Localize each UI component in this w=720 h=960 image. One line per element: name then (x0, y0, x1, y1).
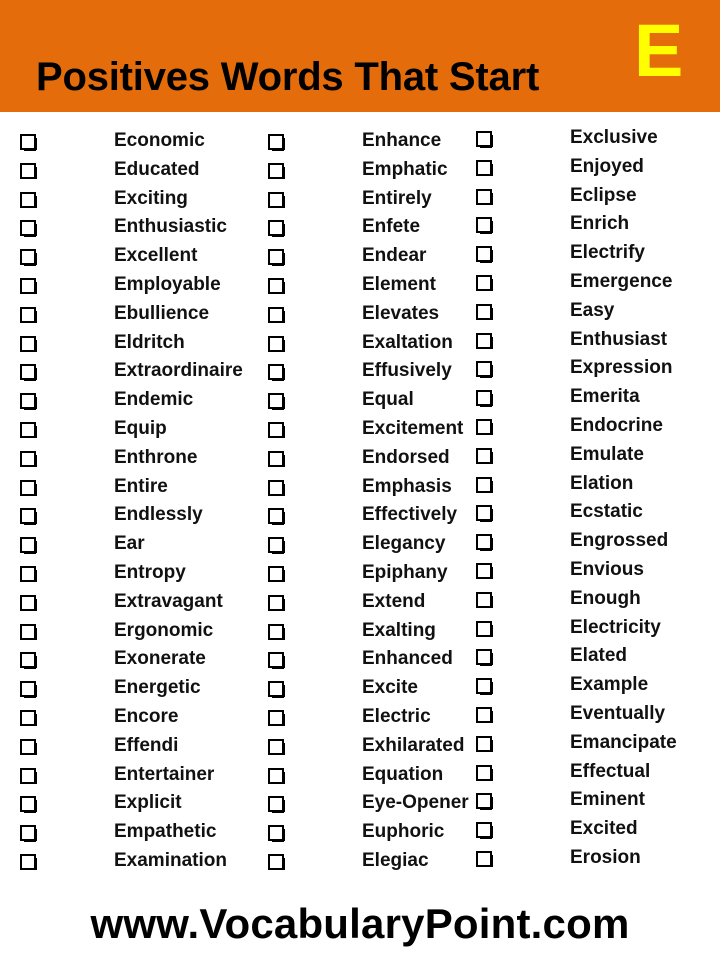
word-label: Expression (570, 357, 673, 379)
checkbox-icon[interactable] (476, 217, 492, 233)
word-label: Exhilarated (362, 734, 465, 756)
checkbox-icon[interactable] (20, 278, 36, 294)
checkbox-icon[interactable] (476, 304, 492, 320)
checkbox-icon[interactable] (476, 160, 492, 176)
word-label: Educated (114, 158, 200, 180)
checkbox-icon[interactable] (20, 796, 36, 812)
checkbox-icon[interactable] (268, 364, 284, 380)
checkbox-icon[interactable] (476, 649, 492, 665)
word-label: Elegiac (362, 849, 429, 871)
checkbox-icon[interactable] (20, 422, 36, 438)
word-label: Emerita (570, 386, 640, 408)
header-banner (0, 0, 720, 112)
word-label: Elegancy (362, 533, 446, 555)
checkbox-icon[interactable] (476, 131, 492, 147)
word-label: Epiphany (362, 561, 448, 583)
checkbox-icon[interactable] (476, 477, 492, 493)
word-label: Equation (362, 763, 444, 785)
checkbox-icon[interactable] (476, 189, 492, 205)
word-label: Encore (114, 705, 179, 727)
checkbox-icon[interactable] (20, 508, 36, 524)
word-label: Erosion (570, 846, 641, 868)
checkbox-icon[interactable] (20, 451, 36, 467)
word-label: Elated (570, 645, 628, 667)
website-footer: www.VocabularyPoint.com (90, 900, 630, 947)
checkbox-icon[interactable] (20, 537, 36, 553)
word-label: Enfete (362, 216, 421, 238)
checkbox-icon[interactable] (268, 451, 284, 467)
checkbox-icon[interactable] (20, 336, 36, 352)
checkbox-icon[interactable] (268, 710, 284, 726)
word-label: Exclusive (570, 127, 658, 148)
word-label: Enrich (570, 213, 630, 235)
checkbox-icon[interactable] (268, 768, 284, 784)
checkbox-icon[interactable] (268, 393, 284, 409)
word-label: Ecstatic (570, 501, 643, 523)
word-label: Eye-Opener (362, 792, 469, 814)
word-label: Engrossed (570, 530, 669, 552)
word-label: Entertainer (114, 763, 215, 785)
checkbox-icon[interactable] (20, 220, 36, 236)
word-label: Extraordinaire (114, 360, 243, 382)
word-label: Employable (114, 273, 221, 295)
checkbox-icon[interactable] (268, 220, 284, 236)
word-label: Empathetic (114, 821, 217, 843)
word-label: Eventually (570, 702, 666, 724)
checkbox-icon[interactable] (476, 361, 492, 377)
checkbox-icon[interactable] (268, 624, 284, 640)
checkbox-icon[interactable] (20, 134, 36, 150)
checkbox-icon[interactable] (20, 192, 36, 208)
word-label: Endorsed (362, 446, 450, 468)
word-label: Eminent (570, 789, 645, 811)
checkbox-icon[interactable] (268, 681, 284, 697)
word-label: Easy (570, 299, 615, 321)
word-label: Endear (362, 245, 427, 267)
checkbox-icon[interactable] (268, 336, 284, 352)
checkbox-icon[interactable] (476, 275, 492, 291)
word-label: Enthusiast (570, 328, 668, 350)
word-label: Exaltation (362, 331, 453, 353)
checkbox-icon[interactable] (476, 707, 492, 723)
checkbox-icon[interactable] (476, 736, 492, 752)
checkbox-icon[interactable] (476, 246, 492, 262)
word-label: Excellent (114, 245, 198, 267)
word-label: Element (362, 273, 436, 295)
word-label: Excite (362, 677, 418, 699)
word-label: Envious (570, 558, 644, 580)
checkbox-icon[interactable] (268, 134, 284, 150)
word-label: Energetic (114, 677, 201, 699)
checkbox-icon[interactable] (268, 508, 284, 524)
checkbox-icon[interactable] (20, 566, 36, 582)
word-label: Entropy (114, 561, 186, 583)
checkbox-icon[interactable] (476, 678, 492, 694)
word-label: Equip (114, 417, 167, 439)
word-label: Emulate (570, 443, 644, 465)
checkbox-icon[interactable] (476, 793, 492, 809)
word-label: Enhance (362, 130, 442, 151)
word-label: Elation (570, 472, 634, 494)
word-label: Effusively (362, 360, 452, 382)
checkbox-icon[interactable] (20, 681, 36, 697)
word-label: Extravagant (114, 590, 223, 612)
checkbox-icon[interactable] (20, 595, 36, 611)
word-label: Emphasis (362, 475, 452, 497)
word-label: Entirely (362, 187, 432, 209)
checkbox-icon[interactable] (20, 624, 36, 640)
checkbox-icon[interactable] (20, 364, 36, 380)
word-label: Elevates (362, 302, 440, 324)
checkbox-icon[interactable] (476, 333, 492, 349)
word-label: Economic (114, 130, 205, 151)
checkbox-icon[interactable] (476, 448, 492, 464)
word-label: Endocrine (570, 414, 663, 436)
checkbox-icon[interactable] (476, 822, 492, 838)
checkbox-icon[interactable] (20, 710, 36, 726)
word-label: Excited (570, 818, 638, 840)
word-label: Examination (114, 849, 227, 871)
word-label: Explicit (114, 792, 182, 814)
word-label: Equal (362, 389, 414, 411)
word-label: Eldritch (114, 331, 185, 353)
word-label: Electrify (570, 242, 645, 264)
word-label: Enjoyed (570, 155, 644, 177)
checkbox-icon[interactable] (268, 192, 284, 208)
word-label: Electricity (570, 616, 661, 638)
word-label: Effectively (362, 504, 458, 526)
checkbox-icon[interactable] (476, 621, 492, 637)
word-label: Entire (114, 475, 168, 497)
word-label: Electric (362, 705, 431, 727)
checkbox-icon[interactable] (476, 851, 492, 867)
checkbox-icon[interactable] (20, 825, 36, 841)
word-label: Endlessly (114, 504, 203, 526)
checkbox-icon[interactable] (476, 592, 492, 608)
checkbox-icon[interactable] (268, 854, 284, 870)
checkbox-icon[interactable] (20, 739, 36, 755)
word-label: Extend (362, 590, 426, 612)
checkbox-icon[interactable] (20, 393, 36, 409)
word-label: Endemic (114, 389, 194, 411)
checkbox-icon[interactable] (268, 796, 284, 812)
checkbox-icon[interactable] (20, 249, 36, 265)
checkbox-icon[interactable] (476, 563, 492, 579)
checkbox-icon[interactable] (476, 534, 492, 550)
checkbox-icon[interactable] (268, 163, 284, 179)
word-label: Example (570, 674, 649, 696)
page-title: Positives Words That Start (36, 55, 540, 99)
checkbox-icon[interactable] (476, 505, 492, 521)
word-label: Euphoric (362, 821, 445, 843)
checkbox-icon[interactable] (476, 390, 492, 406)
word-label: Enthusiastic (114, 216, 227, 238)
checkbox-icon[interactable] (268, 307, 284, 323)
word-label: Emancipate (570, 731, 677, 753)
word-label: Ebullience (114, 302, 210, 324)
checkbox-icon[interactable] (20, 480, 36, 496)
word-label: Emphatic (362, 158, 448, 180)
checkbox-icon[interactable] (268, 422, 284, 438)
checkbox-icon[interactable] (268, 278, 284, 294)
word-label: Ear (114, 533, 145, 555)
checkbox-icon[interactable] (268, 825, 284, 841)
checkbox-icon[interactable] (268, 652, 284, 668)
checkbox-icon[interactable] (268, 595, 284, 611)
checkbox-icon[interactable] (268, 537, 284, 553)
word-label: Enough (570, 587, 641, 609)
word-label: Effectual (570, 760, 651, 782)
word-label: Emergence (570, 270, 673, 292)
word-label: Effendi (114, 734, 179, 756)
word-label: Enthrone (114, 446, 198, 468)
word-label: Exalting (362, 619, 436, 641)
word-label: Exonerate (114, 648, 206, 670)
checkbox-icon[interactable] (268, 739, 284, 755)
word-label: Enhanced (362, 648, 453, 670)
checkbox-icon[interactable] (20, 307, 36, 323)
word-label: Excitement (362, 417, 464, 439)
checkbox-icon[interactable] (476, 765, 492, 781)
checkbox-icon[interactable] (268, 566, 284, 582)
word-label: Eclipse (570, 184, 637, 206)
checkbox-icon[interactable] (268, 480, 284, 496)
highlight-letter: E (634, 9, 684, 92)
word-label: Ergonomic (114, 619, 214, 641)
checkbox-icon[interactable] (20, 768, 36, 784)
checkbox-icon[interactable] (268, 249, 284, 265)
checkbox-icon[interactable] (20, 163, 36, 179)
checkbox-icon[interactable] (20, 854, 36, 870)
checkbox-icon[interactable] (476, 419, 492, 435)
word-label: Exciting (114, 187, 188, 209)
checkbox-icon[interactable] (20, 652, 36, 668)
